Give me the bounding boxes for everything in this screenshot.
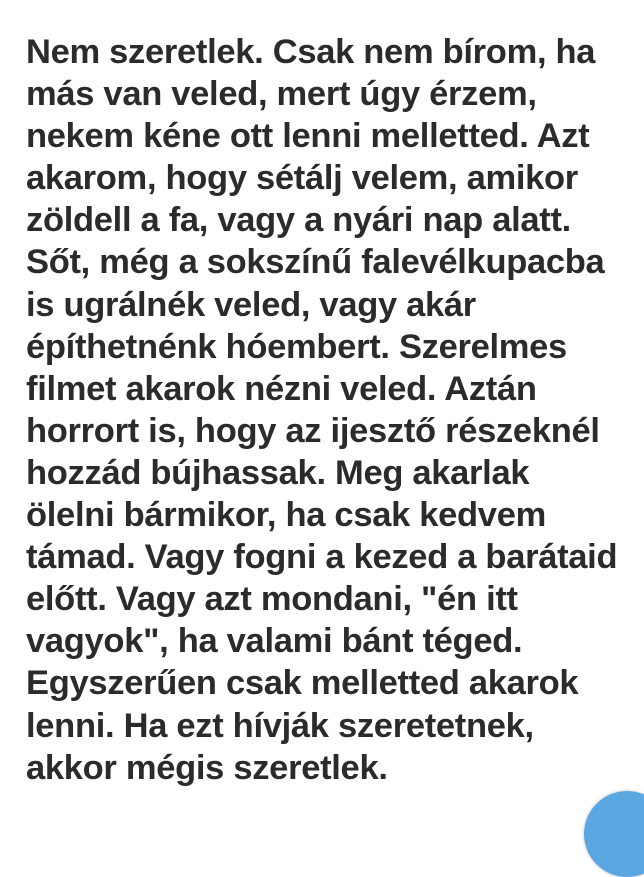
post-text (26, 31, 644, 789)
text-line: lenni. Ha ezt hívják szeretetnek, (26, 706, 534, 745)
text-line: is ugrálnék veled, vagy akár (26, 285, 476, 324)
text-line: zöldell a fa, vagy a nyári nap alatt. (26, 201, 571, 240)
text-line: támad. Vagy fogni a kezed a barátaid (26, 538, 618, 577)
text-line: Nem szeretlek. Csak nem bírom, ha (26, 33, 596, 71)
text-line: építhetnénk hóembert. Szerelmes (26, 327, 567, 366)
text-line: hozzád bújhassak. Meg akarlak (26, 453, 530, 492)
text-line: ölelni bármikor, ha csak kedvem (26, 496, 546, 535)
text-line: vagyok", ha valami bánt téged. (26, 622, 523, 661)
text-line: Sőt, még a sokszínű falevélkupacba (26, 243, 605, 282)
text-line: más van veled, mert úgy érzem, (26, 75, 537, 114)
text-line: előtt. Vagy azt mondani, "én itt (26, 580, 518, 619)
floating-action-button[interactable] (584, 791, 644, 877)
text-line: filmet akarok nézni veled. Aztán (26, 369, 537, 408)
text-line: akkor mégis szeretlek. (26, 748, 388, 787)
text-line: horrort is, hogy az ijesztő részeknél (26, 411, 600, 450)
text-line: nekem kéne ott lenni melletted. Azt (26, 117, 590, 156)
text-line: Egyszerűen csak melletted akarok (26, 664, 579, 703)
text-line: akarom, hogy sétálj velem, amikor (26, 159, 578, 198)
